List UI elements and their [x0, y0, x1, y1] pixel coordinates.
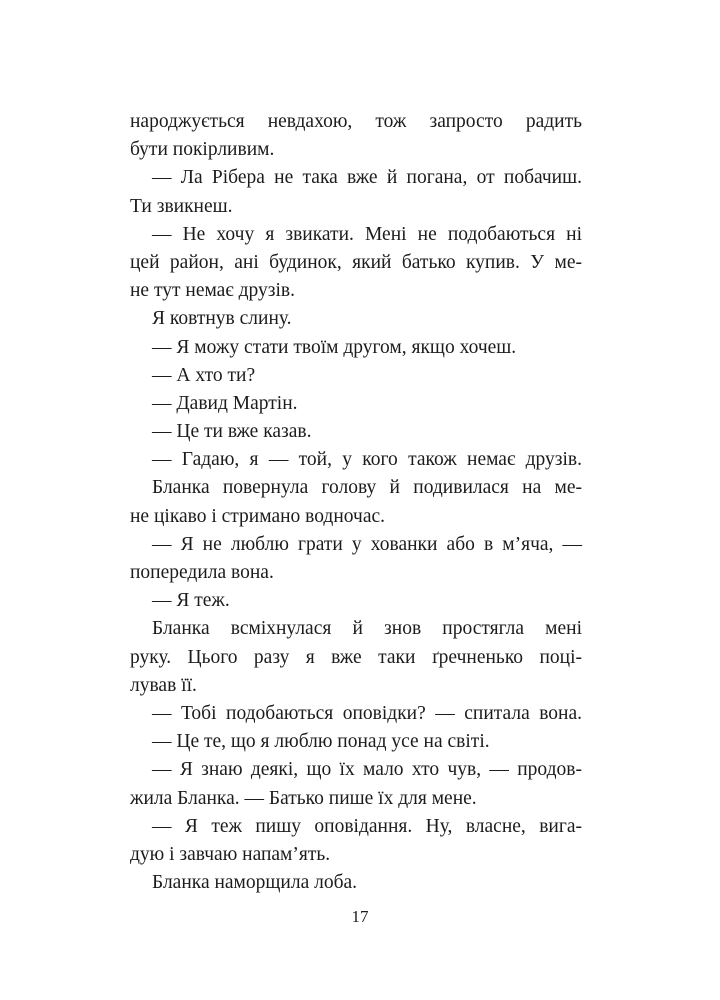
text-line: — Гадаю, я — той, у кого також немає друзів. [152, 449, 582, 471]
text-line: не цікаво і стримано водночас. [130, 505, 386, 527]
text-line: — Не хочу я звикати. Мені не подобаються ні [152, 223, 582, 245]
text-line: — Я можу стати твоїм другом, якщо хочеш. [152, 336, 517, 358]
text-line: — Це те, що я люблю понад усе на світі. [152, 731, 490, 753]
text-line: — Ла Рібера не така вже й погана, от побачиш. [152, 167, 582, 189]
text-line: лував її. [130, 674, 197, 696]
text-line: — Я знаю деякі, що їх мало хто чув, — продов- [152, 759, 582, 781]
text-line: дую і завчаю напам’ять. [130, 843, 331, 865]
text-line: бути покірливим. [130, 139, 275, 161]
text-line: жила Бланка. — Батько пише їх для мене. [130, 787, 477, 809]
text-line: — А хто ти? [152, 364, 256, 386]
text-line: — Я не люблю грати у хованки або в м’яча, — [152, 533, 582, 555]
text-line: не тут немає друзів. [130, 280, 295, 302]
text-line: — Я теж. [152, 590, 230, 612]
text-line: — Це ти вже казав. [152, 421, 312, 443]
text-line: Ти звикнеш. [130, 195, 233, 217]
text-line: народжується невдахою, тож запросто радить [130, 111, 582, 132]
body-text [130, 108, 582, 897]
text-line: Я ковтнув слину. [152, 308, 292, 330]
text-line: — Тобі подобаються оповідки? — спитала вона. [152, 702, 582, 724]
text-line: цей район, ані будинок, який батько купив. У ме- [130, 251, 582, 273]
page-number: 17 [351, 907, 369, 926]
text-line: — Давид Мартін. [152, 392, 298, 414]
text-line: — Я теж пишу оповідання. Ну, власне, вига- [152, 815, 582, 837]
text-line: Бланка всміхнулася й знов простягла мені [152, 618, 582, 640]
text-line: Бланка повернула голову й подивилася на ме- [152, 477, 582, 499]
text-line: попередила вона. [130, 562, 274, 583]
text-line: руку. Цього разу я вже таки ґречненько поці- [130, 646, 582, 668]
text-line: Бланка наморщила лоба. [152, 872, 358, 894]
